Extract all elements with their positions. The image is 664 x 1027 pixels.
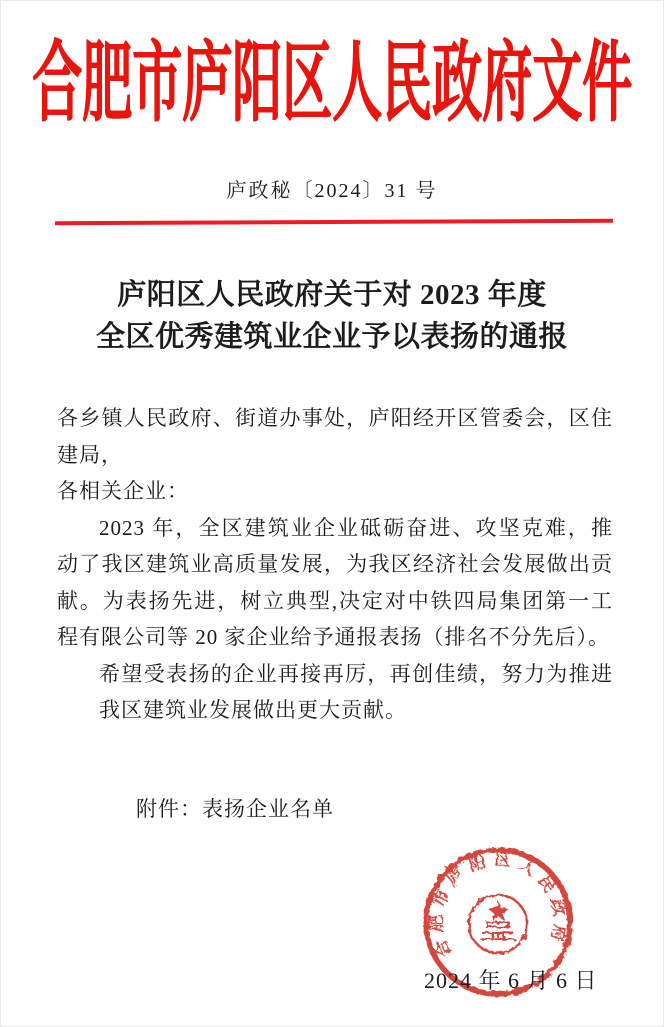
document-number: 庐政秘〔2024〕31 号 (226, 180, 438, 202)
attachment-note (57, 793, 613, 823)
national-emblem-icon (469, 895, 527, 953)
salutation-line1: 各乡镇人民政府、街道办事处，庐阳经开区管委会，区住建局， (57, 406, 613, 467)
attachment-label: 附件：表扬企业名单 (136, 796, 334, 821)
document-title (0, 274, 664, 358)
red-separator-rule (55, 219, 613, 225)
seal-text: 合肥市庐阳区人民政府 (426, 849, 570, 960)
document-title-line1: 庐阳区人民政府关于对 2023 年度 (117, 279, 547, 311)
issue-date: 2024 年 6 月 6 日 (424, 968, 598, 993)
masthead-title: 合肥市庐阳区人民政府文件 (32, 33, 632, 133)
masthead (0, 24, 664, 133)
salutation-line2: 各相关企业： (57, 479, 189, 503)
document-title-line2: 全区优秀建筑业企业予以表扬的通报 (95, 321, 568, 353)
document-body (57, 400, 613, 729)
body-paragraph: 希望受表扬的企业再接再厉，再创佳绩，努力为推进我区建筑业发展做出更大贡献。 (99, 661, 613, 722)
body-paragraph: 2023 年，全区建筑业企业砥砺奋进、攻坚克难，推动了我区建筑业高质量发展，为我区经济社会发展做出贡献。为表扬先进，树立典型,决定对中铁四局集团第一工程有限公司等 20 家企业给予通报表扬（排名不分先后）。 (57, 515, 613, 649)
